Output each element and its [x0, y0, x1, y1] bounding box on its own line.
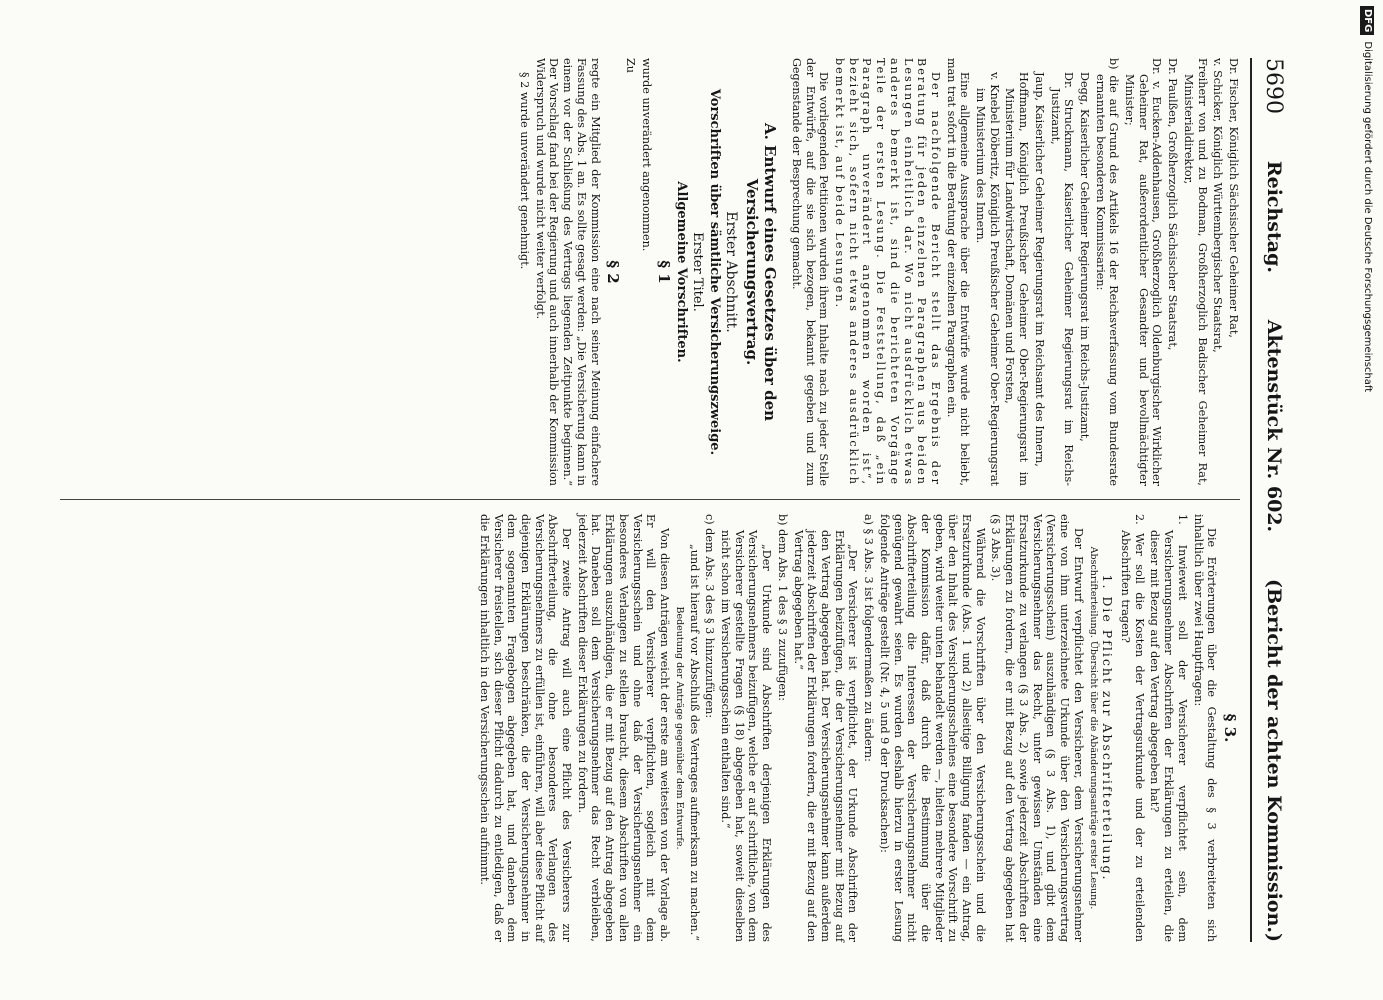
left-column	[515, 58, 1240, 486]
rotated-page	[40, 40, 1300, 960]
dfg-side-note	[1356, 6, 1378, 1000]
subheading: 1. Die Pflicht zur Abschrifterteilung.	[1100, 574, 1116, 882]
question-item: 1. Inwieweit soll der Versicherer verpflichtet sein, dem Versicherungsnehmer Abschriften der Erklärungen zu erteilen, die dieser mit Bezug auf den Vertrag abgegeben hat?	[1148, 514, 1189, 942]
column-divider	[60, 499, 1240, 500]
member-item: Jaup, Kaiserlicher Geheimer Regierungsrat im Reichsamt des Innern,	[1032, 72, 1046, 467]
member-item: Dr. Paulßen, Großherzoglich Sächsischer Staatsrat,	[1166, 58, 1180, 351]
draft-heading: A. Entwurf eines Gesetzes über den Versicherungsvertrag.	[743, 122, 780, 422]
motion-intro: a) § 3 Abs. 3 ist folgendermaßen zu ändern:	[862, 514, 876, 762]
paragraph-sign: § 2	[604, 260, 623, 284]
motion-text: „und ist hierauf vor Abschluß des Vertrages aufmerksam zu machen.“	[687, 544, 701, 941]
paragraph: Der nachfolgende Bericht stellt das Ergebnis der Beratung für jeden einzelnen Paragraphen aus beiden Lesungen einheitlich dar. Wo nicht ausdrücklich etwas anderes bemerkt ist, sind die berichteten Vorgänge Teile der ersten Lesung. Die Feststellung, daß „ein Paragraph unverändert angenommen worden ist“, bezieht sich, sofern nicht etwas anderes ausdrücklich bemerkt ist, auf beide Lesungen.	[833, 58, 942, 486]
paragraph: Eine allgemeine Aussprache über die Entwürfe wurde nicht beliebt, man trat sofort in die Beratung der einzelnen Paragraphen ein.	[944, 58, 972, 486]
paragraph: Die vorliegenden Petitionen wurden ihrem Inhalte nach zu jeder Stelle der Entwürfe, auf die sie sich bezogen, bekannt gegeben und zum Gegenstande der Besprechung gemacht.	[789, 58, 831, 486]
paragraph: Die Erörterungen über die Gestaltung des § 3 verbreiteten sich inhaltlich über zwei Hauptfragen:	[1191, 514, 1219, 942]
question-item: 2. Wer soll die Kosten der Vertragsurkunde und der zu erteilenden Abschriften tragen?	[1119, 514, 1146, 942]
member-item: Freiherr von und zu Bodman, Großherzoglich Badischer Geheimer Rat, Ministerialdirektor,	[1181, 58, 1209, 486]
zu-label: Zu	[623, 58, 637, 73]
dfg-logo: DFG	[1360, 6, 1374, 35]
section-label: Erster Abschnitt.	[723, 211, 740, 333]
paragraph: Während die Vorschriften über den Versicherungsschein und die Ersatzurkunde (Abs. 1 und 2) allseitige Billigung fanden — ein Antrag, über den Inhalt des Versicherungsscheines eine besondere Vorschrift zu geben, wird weiter unten behandelt werden —, hielten mehrere Mitglieder der Kommission dafür, daß durch die Bestimmung über die Abschrifterteilung die Interessen der Versicherungsnehmer nicht genügend gewahrt seien. Es wurden deshalb hierzu in erster Lesung folgende Anträge gestellt (Nr. 4, 5 und 9 der Drucksachen):	[877, 514, 987, 942]
paragraph: regte ein Mitglied der Kommission eine nach seiner Meinung einfachere Fassung des Abs. 1 an. Es sollte gesagt werden: „Die Versicherung kann in einem vor der Schließung des Vertrags liegenden Zeitpunkte beginnen.“ Der Vorschlag fand bei der Regierung und auch innerhalb der Kommission Widerspruch und wurde nicht weiter verfolgt.	[533, 58, 602, 486]
motion-text: „Der Versicherer ist verpflichtet, der Urkunde Abschriften der Erklärungen beizufügen, die der Versicherungsnehmer mit Bezug auf den Vertrag abgegeben hat. Der Versicherungsnehmer kann außerdem jederzeit Abschriften der Erklärungen fordern, die er mit Bezug auf den Vertrag abgegeben hat.“	[791, 530, 860, 942]
margin-note: Bedeutung der Anträge gegenüber dem Entwurfe.	[673, 606, 685, 850]
member-item: Degg, Kaiserlicher Geheimer Regierungsrat im Reichs-Justizamt,	[1077, 72, 1091, 442]
header-right-title: (Bericht der achten Kommission.)	[1263, 578, 1285, 942]
title-name: Allgemeine Vorschriften.	[674, 181, 690, 363]
member-item: Dr. Struckmann, Kaiserlicher Geheimer Regierungsrat im Reichs-Justizamt,	[1048, 72, 1076, 486]
header-left-title: Reichstag.	[1263, 160, 1285, 273]
member-item: v. Schicker, Königlich Württembergischer Staatsrat,	[1211, 58, 1225, 353]
paragraph-sign: § 3.	[1221, 713, 1239, 743]
title-label: Erster Titel.	[689, 232, 705, 312]
paragraph: Von diesen Anträgen weicht der erste am weitesten von der Vorlage ab. Er will den Versicherer verpflichten, sogleich mit dem Versicherungsschein und ohne daß der Versicherungsnehmer ein besonderes Verlangen zu stellen braucht, diesem Abschriften von allen Erklärungen auszuhändigen, die er mit Bezug auf den Antrag abgegeben hat. Daneben soll dem Versicherungsnehmer das Recht verbleiben, jederzeit Abschriften dieser Erklärungen zu fordern.	[575, 514, 671, 942]
members-list-1	[1122, 58, 1240, 486]
dfg-funding-note: Digitalisierung gefördert durch die Deutsche Forschungsgemeinschaft	[1362, 41, 1373, 393]
page-number: 5690	[1261, 58, 1287, 114]
page-header	[1256, 58, 1292, 942]
header-center-title: Aktenstück Nr. 602.	[1263, 319, 1285, 533]
paragraph: Der Entwurf verpflichtet den Versicherer, dem Versicherungsnehmer eine von ihm unterzeichnete Urkunde über den Versicherungsvertrag (Versicherungsschein) auszuhändigen (§ 3 Abs. 1), und gibt dem Versicherungsnehmer das Recht, unter gewissen Umständen eine Ersatzurkunde zu verlangen (§ 3 Abs. 2) sowie jederzeit Abschriften der Erklärungen zu fordern, die er mit Bezug auf den Vertrag abgegeben hat (§ 3 Abs. 3).	[989, 514, 1085, 942]
paragraph: wurde unverändert angenommen.	[639, 58, 653, 252]
paragraph: § 2 wurde unverändert genehmigt.	[518, 72, 532, 270]
motion-text: „Der Urkunde sind Abschriften derjenigen Erklärungen des Versicherungsnehmers beizufügen, welche er auf schriftliche, von dem Versicherer gestellte Fragen (§ 18) abgegeben hat, soweit dieselben nicht schon im Versicherungsschein enthalten sind.“	[719, 530, 774, 942]
member-item: v. Knebel Döberitz, Königlich Preußischer Geheimer Ober-Regierungsrat im Ministerium des Innern.	[974, 72, 1001, 486]
section-title: Vorschriften über sämtliche Versicherungszweige.	[707, 88, 723, 456]
paragraph-sign: § 1	[655, 260, 674, 284]
paragraph: Der zweite Antrag will auch eine Pflicht des Versicherers zur Abschrifterteilung, die ohne besonderes Verlangen des Versicherungsnehmers zu erfüllen ist, einführen, will aber diese Pflicht auf diejenigen Erklärungen beschränken, die der Versicherungsnehmer in dem sogenannten Fragebogen abgegeben hat, und daneben dem Versicherer freistellen, sich dieser Pflicht dadurch zu entledigen, daß er die Erklärungen inhaltlich in den Versicherungsschein aufnimmt.	[477, 514, 574, 942]
motion-intro: b) dem Abs. 1 des § 3 zuzufügen:	[775, 514, 789, 702]
motion-intro: c) dem Abs. 3 des § 3 hinzuzufügen:	[703, 514, 717, 719]
member-item: Dr. v. Eucken-Addenhausen, Großherzoglich Oldenburgischer Wirklicher Geheimer Rat, außerordentlicher Gesandter und bevollmächtigter Minister;	[1123, 58, 1164, 486]
right-column	[475, 514, 1240, 942]
members-list-2	[973, 58, 1091, 486]
member-item: Hoffmann, Königlich Preußischer Geheimer Ober-Regierungsrat im Ministerium für Landwirtschaft, Domänen und Forsten,	[1003, 72, 1031, 486]
commissioners-intro: b) die auf Grund des Artikels 16 der Reichsverfassung vom Bundesrate ernannten besonderen Kommissarien:	[1093, 58, 1121, 486]
page-content	[40, 40, 1300, 960]
header-rule	[1250, 58, 1252, 942]
member-item: Dr. Fischer, Königlich Sächsischer Geheimer Rat,	[1227, 58, 1240, 338]
margin-note: Abschrifterteilung. Übersicht über die Abänderungsanträge erster Lesung.	[1087, 546, 1099, 910]
